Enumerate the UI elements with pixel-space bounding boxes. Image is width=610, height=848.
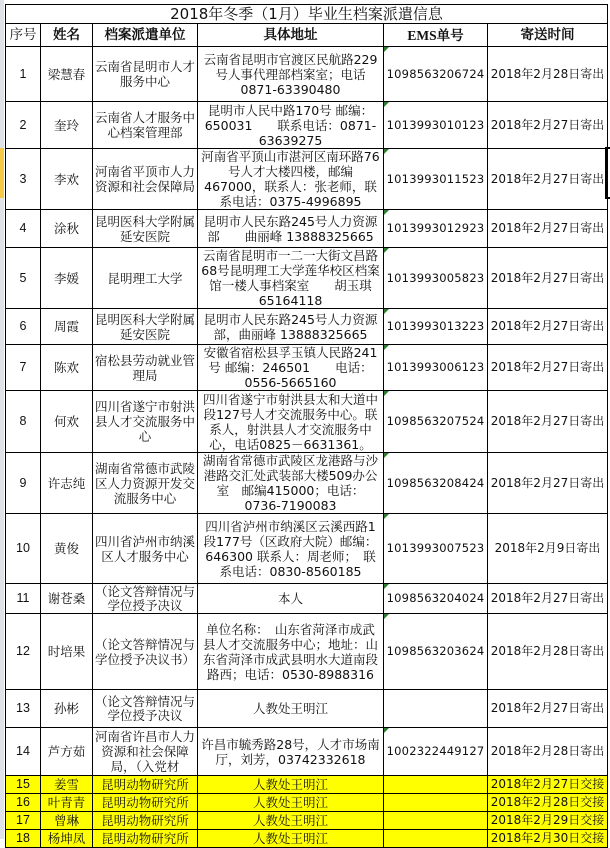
table-row — [6, 210, 608, 248]
cell-address[interactable]: 安徽省宿松县孚玉镇人民路241号 邮编：246501 电话：0556-5665160 — [198, 345, 384, 391]
table-row-highlighted — [6, 812, 608, 830]
cell-name[interactable]: 姜雪 — [41, 776, 93, 794]
ems-value: 1013993011523 — [386, 171, 485, 186]
cell-unit[interactable]: 昆明动物研究所 — [93, 776, 198, 794]
cell-date[interactable]: 2018年2月27日交接 — [488, 776, 608, 794]
ems-value: 1013993006123 — [386, 360, 485, 374]
cell-name[interactable]: 芦方茹 — [41, 728, 93, 776]
cell-unit[interactable]: 云南省昆明市人才服务中心 — [93, 47, 198, 102]
cell-name[interactable]: 孙彬 — [41, 690, 93, 728]
cell-ems[interactable] — [384, 391, 488, 453]
cell-address[interactable]: 河南省平顶山市湛河区南环路76号人才大楼四楼，邮编467000，联系人：张老师，联系电话：0375-4996895 — [198, 149, 384, 210]
cell-name[interactable]: 周霞 — [41, 309, 93, 345]
ems-value: 1098563203624 — [386, 644, 485, 658]
comment-marker-icon — [384, 614, 389, 619]
active-cell-selection — [605, 147, 610, 199]
cell-address[interactable]: 昆明市人民中路170号 邮编：650031 联系电话：0871-63639275 — [198, 102, 384, 149]
row-header-strip — [0, 0, 4, 839]
cell-address[interactable]: 人教处王明江 — [198, 812, 384, 830]
cell-date[interactable]: 2018年2月27日寄出 — [488, 102, 608, 149]
table-row — [6, 690, 608, 728]
cell-address[interactable]: 单位名称： 山东省菏泽市成武县人才交流服务中心；地址：山东省菏泽市成武县明水大道南段路西；电话：0530-8988316 — [198, 614, 384, 690]
cell-name[interactable]: 时培果 — [41, 614, 93, 690]
cell-ems[interactable] — [384, 149, 488, 210]
cell-date[interactable]: 2018年2月27日寄出 — [488, 584, 608, 614]
header-date[interactable]: 寄送时间 — [488, 24, 608, 47]
cell-name[interactable]: 谢苍桑 — [41, 584, 93, 614]
header-name[interactable]: 姓名 — [41, 24, 93, 47]
cell-unit[interactable]: 四川省泸州市纳溪区人才服务中心 — [93, 514, 198, 584]
cell-seq[interactable]: 9 — [6, 453, 41, 514]
cell-seq[interactable]: 17 — [6, 812, 41, 830]
cell-ems[interactable] — [384, 728, 488, 776]
cell-seq[interactable]: 14 — [6, 728, 41, 776]
cell-date[interactable]: 2018年2月27日寄出 — [488, 309, 608, 345]
cell-name[interactable]: 叶青青 — [41, 794, 93, 812]
table-row — [6, 248, 608, 309]
cell-date[interactable]: 2018年2月27日寄出 — [488, 248, 608, 309]
cell-date[interactable]: 2018年2月9日寄出 — [488, 514, 608, 584]
comment-marker-icon — [384, 728, 389, 733]
cell-date[interactable]: 2018年2月28日寄出 — [488, 728, 608, 776]
cell-ems[interactable] — [384, 309, 488, 345]
cell-address[interactable]: 四川省遂宁市射洪县太和大道中段127号人才交流服务中心。联系人，射洪县人才交流服务中心，电话0825－6631361。 — [198, 391, 384, 453]
cell-address[interactable]: 许昌市毓秀路28号，人才市场南厅，刘芳，03742332618 — [198, 728, 384, 776]
cell-address[interactable]: 云南省昆明市一二一大街文昌路68号昆明理工大学莲华校区档案馆一楼人事档案室 胡玉琪 65164118 — [198, 248, 384, 309]
cell-name[interactable]: 杨坤凤 — [41, 830, 93, 848]
cell-address[interactable]: 四川省泸州市纳溪区云溪西路1段177号（区政府大院）邮编：646300 联系人：周老师； 联系电话：0830-8560185 — [198, 514, 384, 584]
table-row — [6, 309, 608, 345]
cell-date[interactable]: 2018年2月27日寄出 — [488, 690, 608, 728]
cell-unit[interactable]: 昆明理工大学 — [93, 248, 198, 309]
cell-ems[interactable] — [384, 614, 488, 690]
comment-marker-icon — [384, 248, 389, 253]
cell-seq[interactable]: 16 — [6, 794, 41, 812]
table-row — [6, 514, 608, 584]
cell-unit[interactable]: （论文答辩情况与学位授予决议 — [93, 690, 198, 728]
header-address[interactable]: 具体地址 — [198, 24, 384, 47]
comment-marker-icon — [384, 584, 389, 589]
comment-marker-icon — [384, 453, 389, 458]
ems-value: 1013993012923 — [386, 221, 485, 235]
cell-ems[interactable] — [384, 210, 488, 248]
cell-seq[interactable]: 8 — [6, 391, 41, 453]
cell-address[interactable]: 云南省昆明市官渡区民航路229号人事代理部档案室；电话0871-63390480 — [198, 47, 384, 102]
selected-row-indicator — [0, 148, 4, 198]
title-row — [6, 5, 608, 24]
cell-name[interactable]: 李欢 — [41, 149, 93, 210]
cell-ems[interactable] — [384, 514, 488, 584]
cell-date[interactable]: 2018年2月28日交接 — [488, 794, 608, 812]
cell-ems[interactable] — [384, 102, 488, 149]
cell-seq[interactable]: 2 — [6, 102, 41, 149]
ems-value: 1013993007523 — [386, 541, 485, 555]
cell-unit[interactable]: 河南省平顶市人力资源和社会保障局 — [93, 149, 198, 210]
cell-seq[interactable]: 3 — [6, 149, 41, 210]
cell-name[interactable]: 何欢 — [41, 391, 93, 453]
table-row — [6, 728, 608, 776]
comment-marker-icon — [384, 102, 389, 107]
header-seq[interactable]: 序号 — [6, 24, 41, 47]
cell-unit[interactable]: 湖南省常德市武陵区人力资源开发交流服务中心 — [93, 453, 198, 514]
cell-unit[interactable]: 四川省遂宁市射洪县人才交流服务中心 — [93, 391, 198, 453]
ems-value: 1098563204024 — [386, 591, 485, 605]
cell-address[interactable]: 湖南省常德市武陵区龙港路与沙港路交汇处武装部大楼509办公室 邮编415000；电话：0736-7190083 — [198, 453, 384, 514]
cell-address[interactable]: 人教处王明江 — [198, 830, 384, 848]
cell-date[interactable]: 2018年2月28日寄出 — [488, 614, 608, 690]
cell-unit[interactable]: 云南省人才服务中心档案管理部 — [93, 102, 198, 149]
cell-seq[interactable]: 4 — [6, 210, 41, 248]
table-row — [6, 345, 608, 391]
comment-marker-icon — [384, 47, 389, 52]
cell-seq[interactable]: 6 — [6, 309, 41, 345]
table-row — [6, 102, 608, 149]
cell-date[interactable]: 2018年2月27日寄出 — [488, 149, 608, 210]
cell-name[interactable]: 陈欢 — [41, 345, 93, 391]
cell-name[interactable]: 黄俊 — [41, 514, 93, 584]
table-row-highlighted — [6, 794, 608, 812]
cell-name[interactable]: 曾琳 — [41, 812, 93, 830]
cell-address[interactable]: 昆明市人民东路245号人力资源部 曲丽峰 13888325665 — [198, 210, 384, 248]
cell-unit[interactable]: 宿松县劳动就业管理局 — [93, 345, 198, 391]
cell-date[interactable]: 2018年2月27日寄出 — [488, 345, 608, 391]
cell-ems[interactable] — [384, 776, 488, 794]
table-row — [6, 149, 608, 210]
cell-date[interactable]: 2018年2月29日交接 — [488, 812, 608, 830]
cell-seq[interactable]: 15 — [6, 776, 41, 794]
cell-date[interactable]: 2018年2月30日交接 — [488, 830, 608, 848]
cell-unit[interactable]: 昆明医科大学附属延安医院 — [93, 309, 198, 345]
ems-value: 1098563206724 — [386, 66, 485, 81]
cell-ems[interactable] — [384, 794, 488, 812]
cell-date[interactable]: 2018年2月27日寄出 — [488, 391, 608, 453]
cell-seq[interactable]: 13 — [6, 690, 41, 728]
ems-value: 1013993005823 — [386, 270, 485, 285]
cell-ems[interactable] — [384, 47, 488, 102]
cell-address[interactable]: 本人 — [198, 584, 384, 614]
sheet-title[interactable]: 2018年冬季（1月）毕业生档案派遣信息 — [6, 5, 608, 24]
cell-seq[interactable]: 12 — [6, 614, 41, 690]
table-row — [6, 47, 608, 102]
comment-marker-icon — [384, 514, 389, 519]
cell-unit[interactable]: 河南省许昌市人力资源和社会保障局，（入党材 — [93, 728, 198, 776]
cell-ems[interactable] — [384, 248, 488, 309]
cell-ems[interactable] — [384, 453, 488, 514]
cell-name[interactable]: 奎玲 — [41, 102, 93, 149]
cell-unit[interactable]: （论文答辩情况与学位授予决议 — [93, 584, 198, 614]
comment-marker-icon — [384, 391, 389, 396]
ems-value: 1098563207524 — [386, 414, 485, 428]
cell-name[interactable]: 梁慧春 — [41, 47, 93, 102]
cell-date[interactable]: 2018年2月28日寄出 — [488, 47, 608, 102]
spreadsheet-table — [5, 4, 608, 848]
table-row — [6, 584, 608, 614]
ems-value: 1013993013223 — [386, 319, 485, 333]
cell-seq[interactable]: 7 — [6, 345, 41, 391]
header-ems[interactable]: EMS单号 — [384, 24, 488, 47]
cell-seq[interactable]: 5 — [6, 248, 41, 309]
cell-unit[interactable]: 昆明医科大学附属延安医院 — [93, 210, 198, 248]
comment-marker-icon — [384, 309, 389, 314]
cell-seq[interactable]: 18 — [6, 830, 41, 848]
table-row-highlighted — [6, 776, 608, 794]
cell-date[interactable]: 2018年2月27日寄出 — [488, 210, 608, 248]
cell-address[interactable]: 昆明市人民东路245号人力资源部，曲丽峰 13888325665 — [198, 309, 384, 345]
cell-ems[interactable] — [384, 345, 488, 391]
table-row — [6, 614, 608, 690]
comment-marker-icon — [384, 345, 389, 350]
comment-marker-icon — [384, 210, 389, 215]
comment-marker-icon — [384, 149, 389, 154]
cell-seq[interactable]: 11 — [6, 584, 41, 614]
table-row — [6, 453, 608, 514]
cell-ems[interactable] — [384, 584, 488, 614]
cell-address[interactable]: 人教处王明江 — [198, 690, 384, 728]
cell-ems[interactable] — [384, 812, 488, 830]
cell-unit[interactable]: 昆明动物研究所 — [93, 812, 198, 830]
cell-unit[interactable]: 昆明动物研究所 — [93, 830, 198, 848]
ems-value: 1098563208424 — [386, 475, 485, 490]
cell-address[interactable]: 人教处王明江 — [198, 794, 384, 812]
ems-value: 1002322449127 — [386, 744, 485, 758]
cell-unit[interactable]: 昆明动物研究所 — [93, 794, 198, 812]
cell-seq[interactable]: 1 — [6, 47, 41, 102]
ems-value: 1013993010123 — [386, 117, 485, 132]
header-unit[interactable]: 档案派遣单位 — [93, 24, 198, 47]
cell-ems[interactable] — [384, 690, 488, 728]
table-row — [6, 391, 608, 453]
cell-address[interactable]: 人教处王明江 — [198, 776, 384, 794]
cell-seq[interactable]: 10 — [6, 514, 41, 584]
cell-name[interactable]: 许志纯 — [41, 453, 93, 514]
cell-unit[interactable]: （论文答辩情况与学位授予决议书） — [93, 614, 198, 690]
header-row — [6, 24, 608, 47]
cell-name[interactable]: 涂秋 — [41, 210, 93, 248]
cell-date[interactable]: 2018年2月27日寄出 — [488, 453, 608, 514]
cell-name[interactable]: 李媛 — [41, 248, 93, 309]
